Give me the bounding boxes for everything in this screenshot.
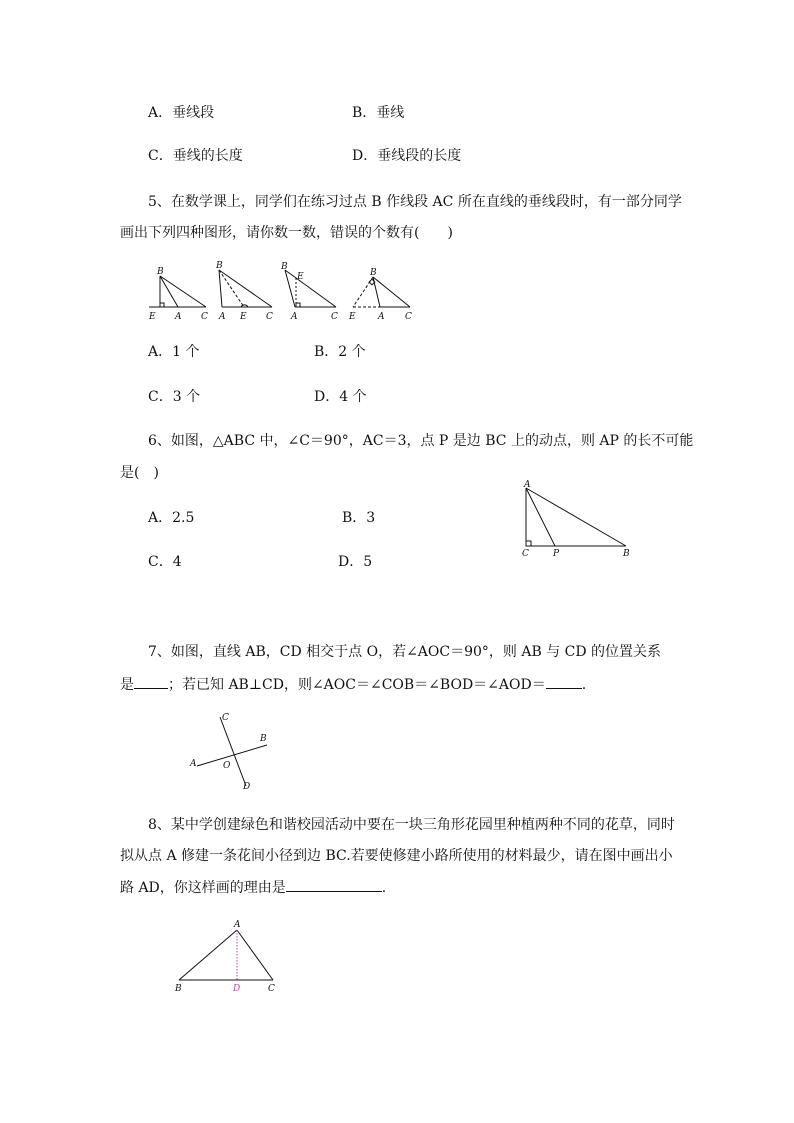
- q7-text-line1: 7、如图，直线 AB，CD 相交于点 O，若∠AOC＝90°，则 AB 与 CD 的位置关系: [148, 644, 662, 660]
- q7-answer-blank-2[interactable]: [546, 674, 582, 689]
- q5-fig1-label-e: E: [149, 312, 156, 322]
- q5-fig4-label-a: A: [378, 312, 385, 322]
- q5-fig1-label-b: B: [157, 267, 164, 277]
- q8-text-line3: [120, 877, 386, 898]
- q5-fig2-label-a: A: [219, 312, 226, 322]
- q7-figure: [185, 708, 285, 793]
- q6-fig-label-p: P: [553, 549, 560, 559]
- q5-fig2-label-e: E: [240, 312, 247, 322]
- q5-fig2-label-b: B: [216, 261, 223, 271]
- q5-option-a: A．1 个: [148, 344, 200, 360]
- q7-fig-label-d: D: [243, 782, 251, 792]
- q8-fig-label-b: B: [175, 984, 182, 994]
- q6-text-line2: 是( ): [120, 465, 159, 481]
- q4-option-a: A．垂线段: [148, 105, 215, 121]
- q7-fig-label-o: O: [223, 761, 231, 771]
- q7-answer-blank-1[interactable]: [134, 674, 168, 689]
- q5-fig3-label-a: A: [291, 312, 298, 322]
- q5-fig3-label-c: C: [331, 312, 338, 322]
- q5-figures: [140, 258, 430, 328]
- q6-option-c: C．4: [148, 554, 182, 570]
- q7-fig-label-b: B: [260, 734, 267, 744]
- q8-line3-start: 路 AD，你这样画的理由是: [120, 880, 286, 896]
- q5-fig4-label-b: B: [370, 268, 377, 278]
- q5-fig3-label-b: B: [281, 262, 288, 272]
- q4-option-c: C．垂线的长度: [148, 148, 243, 164]
- q5-figure-1: [149, 276, 206, 307]
- q5-fig2-label-c: C: [266, 312, 273, 322]
- q5-option-c: C．3 个: [148, 389, 201, 405]
- q6-fig-label-b: B: [623, 549, 630, 559]
- q5-fig4-label-c: C: [405, 312, 412, 322]
- q6-text-line1: 6、如图，△ABC 中，∠C＝90°，AC＝3，点 P 是边 BC 上的动点，则 AP 的长不可能: [148, 433, 694, 449]
- q7-line2-mid: ；若已知 AB⊥CD，则∠AOC＝∠COB＝∠BOD＝∠AOD＝: [168, 677, 546, 693]
- q8-text-line1: 8、某中学创建绿色和谐校园活动中要在一块三角形花园里种植两种不同的花草，同时: [148, 817, 675, 833]
- q5-figure-3: [285, 270, 336, 307]
- q5-text-line1: 5、在数学课上，同学们在练习过点 B 作线段 AC 所在直线的垂线段时，有一部分同学: [148, 194, 682, 210]
- q7-fig-label-c: C: [222, 713, 229, 723]
- q6-fig-label-c: C: [522, 549, 529, 559]
- q4-option-d: D．垂线段的长度: [352, 148, 462, 164]
- q6-fig-label-a: A: [524, 480, 531, 490]
- q6-option-a: A．2.5: [148, 510, 195, 526]
- q8-text-line2: 拟从点 A 修建一条花间小径到边 BC.若要使修建小路所使用的材料最少，请在图中画出小: [120, 848, 673, 864]
- q5-fig3-label-e: E: [297, 272, 304, 282]
- q7-line2-start: 是: [120, 677, 134, 693]
- q6-figure: [515, 478, 640, 563]
- q7-text-line2: [120, 674, 586, 695]
- q6-option-b: B．3: [342, 510, 376, 526]
- q5-text-line2: 画出下列四种图形，请你数一数，错误的个数有( ): [120, 225, 453, 241]
- q8-answer-blank[interactable]: [286, 877, 382, 892]
- q8-fig-label-c: C: [268, 984, 275, 994]
- q8-figure: [170, 915, 285, 1000]
- q5-figure-4: [353, 277, 410, 307]
- q5-option-b: B．2 个: [314, 344, 366, 360]
- q5-fig1-label-a: A: [175, 312, 182, 322]
- q8-fig-label-a: A: [234, 920, 241, 930]
- q8-fig-label-d: D: [233, 984, 241, 994]
- q5-fig4-label-e: E: [349, 312, 356, 322]
- q7-line2-end: .: [581, 677, 587, 693]
- q5-figure-2: [219, 270, 272, 307]
- q5-fig1-label-c: C: [201, 312, 208, 322]
- q4-option-b: B．垂线: [352, 105, 405, 121]
- q5-option-d: D．4 个: [314, 389, 367, 405]
- q7-fig-label-a: A: [190, 759, 197, 769]
- q6-option-d: D．5: [338, 554, 373, 570]
- q8-line3-end: .: [381, 880, 387, 896]
